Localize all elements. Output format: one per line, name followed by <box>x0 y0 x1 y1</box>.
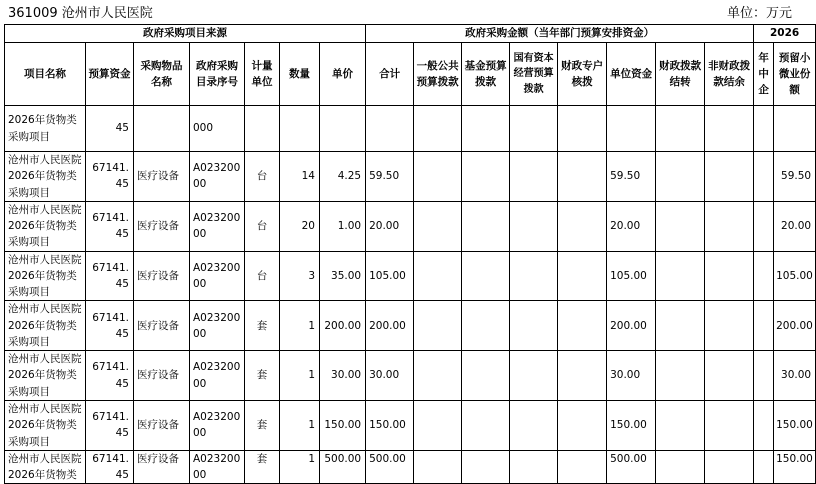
cell-year-sme <box>754 106 774 152</box>
cell-unit-price <box>320 106 366 152</box>
cell-quantity: 3 <box>280 251 320 301</box>
cell-unit-funds: 150.00 <box>607 400 656 450</box>
table-row <box>5 106 816 152</box>
cell-fund-budget <box>462 106 510 152</box>
cell-fund-budget <box>462 400 510 450</box>
cell-unit-price: 4.25 <box>320 152 366 202</box>
cell-measure-unit: 套 <box>245 351 280 401</box>
cell-unit-price: 1.00 <box>320 201 366 251</box>
cell-project-name: 2026年货物类采购项目 <box>5 106 86 152</box>
cell-total: 20.00 <box>366 201 414 251</box>
cell-general-budget <box>414 152 462 202</box>
cell-reserved-sme: 59.50 <box>774 152 816 202</box>
header-group-year: 2026 <box>754 25 816 43</box>
cell-project-name: 沧州市人民医院2026年货物类采购项目 <box>5 301 86 351</box>
col-header-soe-budget: 国有资本经营预算拨款 <box>510 43 558 106</box>
table-row <box>5 351 816 401</box>
cell-unit-price: 500.00 <box>320 450 366 484</box>
table-row <box>5 301 816 351</box>
table-row <box>5 251 816 301</box>
col-header-unit-funds: 单位资金 <box>607 43 656 106</box>
cell-fund-budget <box>462 301 510 351</box>
cell-nonfiscal-carryover <box>705 251 754 301</box>
cell-unit-funds: 59.50 <box>607 152 656 202</box>
cell-unit-price: 30.00 <box>320 351 366 401</box>
cell-special-verify <box>558 301 607 351</box>
cell-nonfiscal-carryover <box>705 201 754 251</box>
cell-budget: 45 <box>86 106 134 152</box>
cell-item-name: 医疗设备 <box>134 450 190 484</box>
cell-general-budget <box>414 450 462 484</box>
cell-total: 200.00 <box>366 301 414 351</box>
cell-soe-budget <box>510 106 558 152</box>
cell-project-name: 沧州市人民医院2026年货物类采购项目 <box>5 152 86 202</box>
cell-catalog-no: A02320000 <box>190 251 245 301</box>
cell-nonfiscal-carryover <box>705 152 754 202</box>
cell-quantity: 1 <box>280 351 320 401</box>
cell-measure-unit: 台 <box>245 251 280 301</box>
cell-unit-funds: 20.00 <box>607 201 656 251</box>
cell-unit-price: 35.00 <box>320 251 366 301</box>
cell-item-name: 医疗设备 <box>134 152 190 202</box>
cell-year-sme <box>754 201 774 251</box>
cell-year-sme <box>754 400 774 450</box>
cell-reserved-sme: 200.00 <box>774 301 816 351</box>
col-header-item-name: 采购物品名称 <box>134 43 190 106</box>
cell-general-budget <box>414 251 462 301</box>
col-header-catalog-no: 政府采购目录序号 <box>190 43 245 106</box>
cell-item-name <box>134 106 190 152</box>
cell-special-verify <box>558 251 607 301</box>
cell-unit-funds: 105.00 <box>607 251 656 301</box>
cell-general-budget <box>414 400 462 450</box>
col-header-fund-budget: 基金预算拨款 <box>462 43 510 106</box>
cell-soe-budget <box>510 351 558 401</box>
cell-quantity: 1 <box>280 400 320 450</box>
col-header-budget: 预算资金 <box>86 43 134 106</box>
cell-budget: 67141.45 <box>86 251 134 301</box>
cell-reserved-sme: 20.00 <box>774 201 816 251</box>
cell-quantity: 1 <box>280 450 320 484</box>
cell-catalog-no: A02320000 <box>190 301 245 351</box>
cell-reserved-sme: 150.00 <box>774 450 816 484</box>
cell-fund-budget <box>462 201 510 251</box>
cell-measure-unit: 套 <box>245 450 280 484</box>
col-header-project-name: 项目名称 <box>5 43 86 106</box>
cell-soe-budget <box>510 152 558 202</box>
cell-item-name: 医疗设备 <box>134 351 190 401</box>
cell-project-name: 沧州市人民医院2026年货物类 <box>5 450 86 484</box>
table-row <box>5 152 816 202</box>
cell-total: 150.00 <box>366 400 414 450</box>
table-body <box>5 106 816 484</box>
cell-fiscal-carryover <box>656 152 705 202</box>
col-header-quantity: 数量 <box>280 43 320 106</box>
cell-total: 59.50 <box>366 152 414 202</box>
cell-soe-budget <box>510 251 558 301</box>
cell-year-sme <box>754 450 774 484</box>
cell-project-name: 沧州市人民医院2026年货物类采购项目 <box>5 251 86 301</box>
report-title: 361009 沧州市人民医院 <box>8 6 153 21</box>
cell-fiscal-carryover <box>656 400 705 450</box>
cell-fiscal-carryover <box>656 450 705 484</box>
cell-project-name: 沧州市人民医院2026年货物类采购项目 <box>5 400 86 450</box>
cell-special-verify <box>558 351 607 401</box>
col-header-general-budget: 一般公共预算拨款 <box>414 43 462 106</box>
cell-reserved-sme: 105.00 <box>774 251 816 301</box>
cell-item-name: 医疗设备 <box>134 301 190 351</box>
cell-total: 30.00 <box>366 351 414 401</box>
cell-unit-price: 200.00 <box>320 301 366 351</box>
cell-special-verify <box>558 106 607 152</box>
cell-unit-funds: 30.00 <box>607 351 656 401</box>
unit-label: 单位：万元 <box>726 6 792 21</box>
cell-general-budget <box>414 351 462 401</box>
header-group-source: 政府采购项目来源 <box>5 25 366 43</box>
cell-unit-funds <box>607 106 656 152</box>
cell-nonfiscal-carryover <box>705 351 754 401</box>
cell-nonfiscal-carryover <box>705 106 754 152</box>
cell-budget: 67141.45 <box>86 201 134 251</box>
cell-catalog-no: A02320000 <box>190 201 245 251</box>
cell-catalog-no: A02320000 <box>190 400 245 450</box>
cell-nonfiscal-carryover <box>705 450 754 484</box>
header-group-amount: 政府采购金额（当年部门预算安排资金） <box>366 25 754 43</box>
cell-soe-budget <box>510 301 558 351</box>
cell-quantity: 20 <box>280 201 320 251</box>
cell-fund-budget <box>462 251 510 301</box>
cell-item-name: 医疗设备 <box>134 400 190 450</box>
cell-soe-budget <box>510 450 558 484</box>
col-header-fiscal-carryover: 财政拨款结转 <box>656 43 705 106</box>
cell-project-name: 沧州市人民医院2026年货物类采购项目 <box>5 351 86 401</box>
col-header-total: 合计 <box>366 43 414 106</box>
cell-year-sme <box>754 152 774 202</box>
cell-special-verify <box>558 450 607 484</box>
col-header-unit-price: 单价 <box>320 43 366 106</box>
cell-general-budget <box>414 106 462 152</box>
col-header-nonfiscal-carryover: 非财政拨款结余 <box>705 43 754 106</box>
cell-catalog-no: 000 <box>190 106 245 152</box>
report-header <box>0 0 800 24</box>
cell-total: 105.00 <box>366 251 414 301</box>
cell-quantity <box>280 106 320 152</box>
cell-total <box>366 106 414 152</box>
cell-measure-unit: 台 <box>245 201 280 251</box>
cell-reserved-sme: 30.00 <box>774 351 816 401</box>
procurement-table <box>4 24 816 484</box>
cell-unit-price: 150.00 <box>320 400 366 450</box>
cell-budget: 67141.45 <box>86 400 134 450</box>
cell-special-verify <box>558 201 607 251</box>
cell-fund-budget <box>462 152 510 202</box>
cell-soe-budget <box>510 400 558 450</box>
cell-year-sme <box>754 351 774 401</box>
cell-special-verify <box>558 152 607 202</box>
cell-fiscal-carryover <box>656 351 705 401</box>
cell-catalog-no: A02320000 <box>190 450 245 484</box>
cell-measure-unit: 套 <box>245 400 280 450</box>
cell-fiscal-carryover <box>656 251 705 301</box>
cell-quantity: 1 <box>280 301 320 351</box>
col-header-measure-unit: 计量单位 <box>245 43 280 106</box>
cell-budget: 67141.45 <box>86 301 134 351</box>
cell-catalog-no: A02320000 <box>190 152 245 202</box>
cell-fund-budget <box>462 351 510 401</box>
cell-quantity: 14 <box>280 152 320 202</box>
cell-year-sme <box>754 301 774 351</box>
cell-fiscal-carryover <box>656 301 705 351</box>
cell-unit-funds: 500.00 <box>607 450 656 484</box>
cell-budget: 67141.45 <box>86 351 134 401</box>
cell-reserved-sme: 150.00 <box>774 400 816 450</box>
cell-measure-unit: 套 <box>245 301 280 351</box>
table-row <box>5 450 816 484</box>
cell-reserved-sme <box>774 106 816 152</box>
cell-budget: 67141.45 <box>86 152 134 202</box>
col-header-year-sme: 年中企 <box>754 43 774 106</box>
cell-budget: 67141.45 <box>86 450 134 484</box>
cell-nonfiscal-carryover <box>705 301 754 351</box>
cell-project-name: 沧州市人民医院2026年货物类采购项目 <box>5 201 86 251</box>
cell-total: 500.00 <box>366 450 414 484</box>
cell-measure-unit: 台 <box>245 152 280 202</box>
cell-fiscal-carryover <box>656 106 705 152</box>
col-header-special-verify: 财政专户核拨 <box>558 43 607 106</box>
cell-soe-budget <box>510 201 558 251</box>
cell-measure-unit <box>245 106 280 152</box>
cell-catalog-no: A02320000 <box>190 351 245 401</box>
cell-special-verify <box>558 400 607 450</box>
cell-item-name: 医疗设备 <box>134 251 190 301</box>
table-row <box>5 400 816 450</box>
cell-general-budget <box>414 201 462 251</box>
cell-item-name: 医疗设备 <box>134 201 190 251</box>
cell-year-sme <box>754 251 774 301</box>
cell-fund-budget <box>462 450 510 484</box>
cell-fiscal-carryover <box>656 201 705 251</box>
cell-general-budget <box>414 301 462 351</box>
cell-unit-funds: 200.00 <box>607 301 656 351</box>
table-row <box>5 201 816 251</box>
col-header-reserved-sme: 预留小微业份额 <box>774 43 816 106</box>
cell-nonfiscal-carryover <box>705 400 754 450</box>
